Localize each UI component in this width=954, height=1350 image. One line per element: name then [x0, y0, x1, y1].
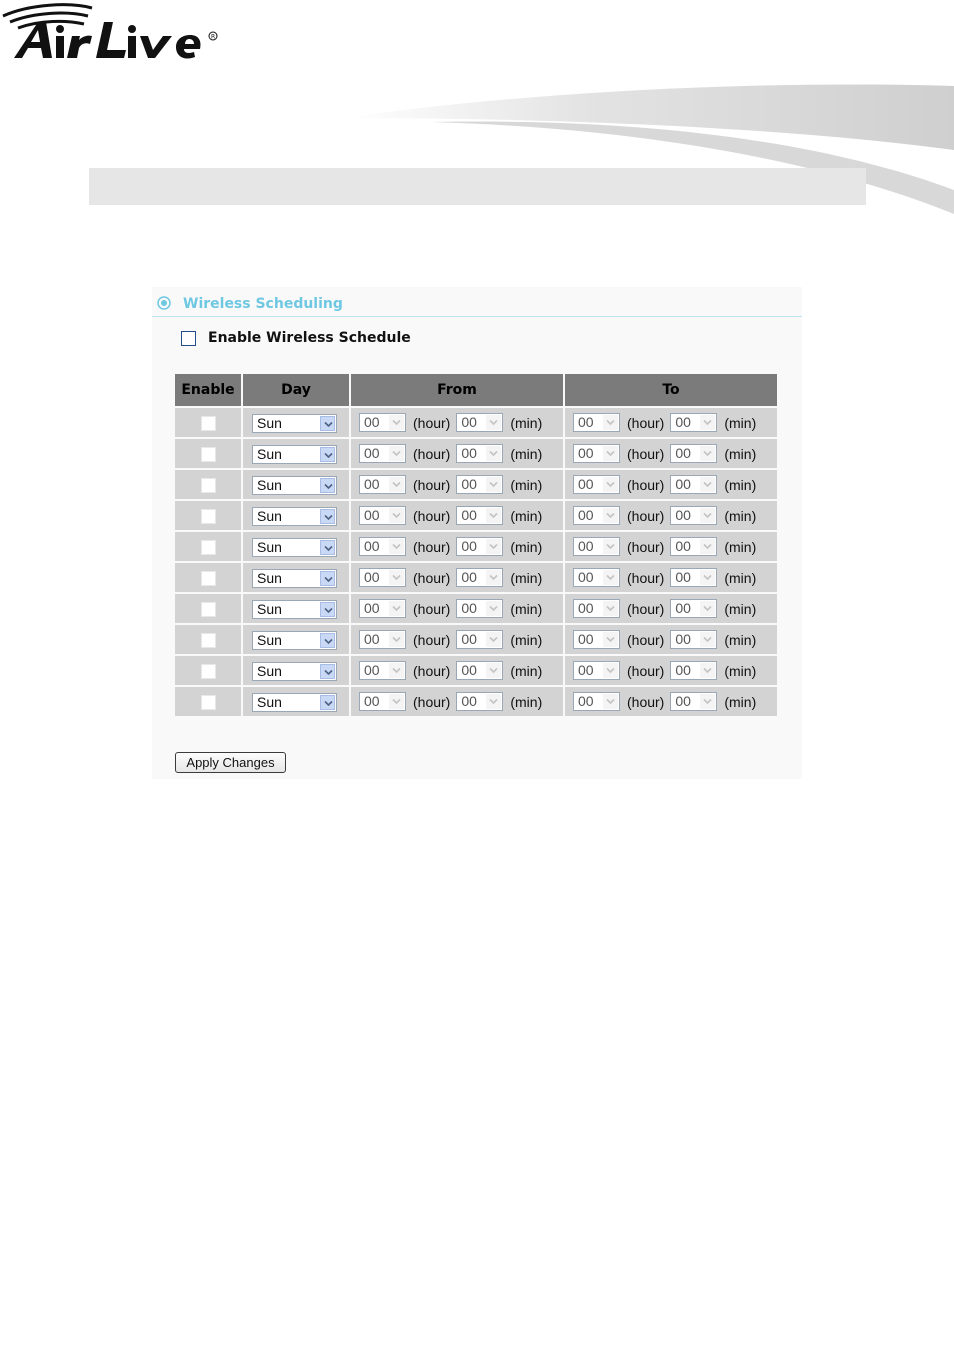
from-hour-value: 00	[364, 445, 380, 461]
min-unit-label: (min)	[510, 476, 543, 493]
from-hour-value: 00	[364, 507, 380, 523]
from-hour-select[interactable]	[359, 599, 406, 618]
chevron-down-icon[interactable]	[603, 539, 618, 554]
chevron-down-icon[interactable]	[700, 508, 715, 523]
min-unit-label: (min)	[724, 445, 757, 462]
hour-unit-label: (hour)	[627, 631, 665, 648]
target-bullet-icon	[157, 296, 171, 310]
from-min-select[interactable]	[456, 661, 503, 680]
chevron-down-icon[interactable]	[603, 663, 618, 678]
chevron-down-icon[interactable]	[700, 601, 715, 616]
hour-unit-label: (hour)	[413, 600, 451, 617]
day-select[interactable]	[252, 631, 337, 650]
to-cell	[565, 470, 777, 499]
chevron-down-icon[interactable]	[486, 601, 501, 616]
panel-title: Wireless Scheduling	[183, 296, 343, 312]
min-unit-label: (min)	[724, 538, 757, 555]
enable-cell	[175, 408, 241, 437]
to-min-select[interactable]	[670, 475, 717, 494]
from-min-value: 00	[461, 476, 477, 492]
to-hour-select[interactable]	[573, 568, 620, 587]
day-cell	[243, 625, 349, 654]
chevron-down-icon[interactable]	[700, 477, 715, 492]
from-min-value: 00	[461, 445, 477, 461]
to-min-select[interactable]	[670, 599, 717, 618]
table-row	[175, 656, 777, 685]
hour-unit-label: (hour)	[413, 631, 451, 648]
day-select-value: Sun	[257, 631, 282, 648]
row-enable-checkbox[interactable]	[201, 447, 216, 462]
header-enable: Enable	[175, 374, 241, 406]
chevron-down-icon[interactable]	[389, 570, 404, 585]
hour-unit-label: (hour)	[627, 569, 665, 586]
airlive-logo	[0, 0, 230, 70]
chevron-down-icon[interactable]	[486, 632, 501, 647]
day-cell	[243, 439, 349, 468]
day-select-value: Sun	[257, 414, 282, 431]
to-min-value: 00	[675, 476, 691, 492]
chevron-down-icon[interactable]	[320, 633, 335, 648]
from-cell	[351, 563, 563, 592]
chevron-down-icon[interactable]	[603, 570, 618, 585]
chevron-down-icon[interactable]	[603, 415, 618, 430]
to-cell	[565, 563, 777, 592]
from-hour-select[interactable]	[359, 475, 406, 494]
to-hour-value: 00	[578, 507, 594, 523]
title-divider	[152, 316, 802, 317]
min-unit-label: (min)	[510, 538, 543, 555]
chevron-down-icon[interactable]	[700, 663, 715, 678]
table-row	[175, 408, 777, 437]
from-min-value: 00	[461, 693, 477, 709]
to-min-value: 00	[675, 445, 691, 461]
chevron-down-icon[interactable]	[320, 602, 335, 617]
schedule-table	[173, 372, 779, 718]
hour-unit-label: (hour)	[413, 414, 451, 431]
day-cell	[243, 563, 349, 592]
day-select[interactable]	[252, 507, 337, 526]
enable-schedule-checkbox[interactable]	[181, 331, 196, 346]
to-min-value: 00	[675, 631, 691, 647]
row-enable-checkbox[interactable]	[201, 602, 216, 617]
from-hour-value: 00	[364, 693, 380, 709]
chevron-down-icon[interactable]	[389, 508, 404, 523]
enable-cell	[175, 470, 241, 499]
table-row	[175, 594, 777, 623]
chevron-down-icon[interactable]	[486, 539, 501, 554]
from-min-select[interactable]	[456, 630, 503, 649]
day-select[interactable]	[252, 445, 337, 464]
table-row	[175, 687, 777, 716]
row-enable-checkbox[interactable]	[201, 478, 216, 493]
from-cell	[351, 470, 563, 499]
apply-changes-button[interactable]: Apply Changes	[175, 752, 286, 773]
to-cell	[565, 594, 777, 623]
hour-unit-label: (hour)	[627, 445, 665, 462]
chevron-down-icon[interactable]	[389, 663, 404, 678]
chevron-down-icon[interactable]	[389, 694, 404, 709]
chevron-down-icon[interactable]	[389, 415, 404, 430]
enable-cell	[175, 501, 241, 530]
from-min-value: 00	[461, 662, 477, 678]
chevron-down-icon[interactable]	[486, 477, 501, 492]
hour-unit-label: (hour)	[627, 538, 665, 555]
day-select[interactable]	[252, 569, 337, 588]
to-min-select[interactable]	[670, 413, 717, 432]
to-hour-select[interactable]	[573, 661, 620, 680]
chevron-down-icon[interactable]	[389, 632, 404, 647]
header-band	[89, 168, 866, 205]
hour-unit-label: (hour)	[413, 693, 451, 710]
table-row	[175, 625, 777, 654]
day-select[interactable]	[252, 414, 337, 433]
from-min-value: 00	[461, 538, 477, 554]
day-select[interactable]	[252, 600, 337, 619]
from-cell	[351, 439, 563, 468]
svg-text:R: R	[211, 33, 216, 41]
to-cell	[565, 408, 777, 437]
chevron-down-icon[interactable]	[320, 571, 335, 586]
chevron-down-icon[interactable]	[320, 447, 335, 462]
to-cell	[565, 439, 777, 468]
to-min-value: 00	[675, 662, 691, 678]
to-cell	[565, 625, 777, 654]
day-select-value: Sun	[257, 600, 282, 617]
row-enable-checkbox[interactable]	[201, 540, 216, 555]
min-unit-label: (min)	[510, 693, 543, 710]
from-min-select[interactable]	[456, 444, 503, 463]
min-unit-label: (min)	[724, 476, 757, 493]
day-cell	[243, 408, 349, 437]
chevron-down-icon[interactable]	[700, 632, 715, 647]
enable-cell	[175, 594, 241, 623]
enable-cell	[175, 656, 241, 685]
from-hour-value: 00	[364, 569, 380, 585]
table-row	[175, 563, 777, 592]
chevron-down-icon[interactable]	[389, 446, 404, 461]
chevron-down-icon[interactable]	[700, 570, 715, 585]
row-enable-checkbox[interactable]	[201, 664, 216, 679]
chevron-down-icon[interactable]	[320, 664, 335, 679]
chevron-down-icon[interactable]	[389, 539, 404, 554]
from-hour-select[interactable]	[359, 630, 406, 649]
to-min-value: 00	[675, 569, 691, 585]
chevron-down-icon[interactable]	[320, 509, 335, 524]
table-row	[175, 470, 777, 499]
from-min-select[interactable]	[456, 537, 503, 556]
to-min-select[interactable]	[670, 444, 717, 463]
to-min-select[interactable]	[670, 692, 717, 711]
to-min-select[interactable]	[670, 630, 717, 649]
chevron-down-icon[interactable]	[320, 416, 335, 431]
hour-unit-label: (hour)	[627, 414, 665, 431]
to-hour-select[interactable]	[573, 630, 620, 649]
to-min-select[interactable]	[670, 661, 717, 680]
from-hour-value: 00	[364, 600, 380, 616]
from-cell	[351, 594, 563, 623]
to-hour-select[interactable]	[573, 444, 620, 463]
from-min-value: 00	[461, 631, 477, 647]
min-unit-label: (min)	[510, 569, 543, 586]
from-hour-value: 00	[364, 662, 380, 678]
table-row	[175, 439, 777, 468]
from-hour-select[interactable]	[359, 506, 406, 525]
from-cell	[351, 532, 563, 561]
chevron-down-icon[interactable]	[603, 477, 618, 492]
day-cell	[243, 594, 349, 623]
chevron-down-icon[interactable]	[486, 446, 501, 461]
chevron-down-icon[interactable]	[603, 446, 618, 461]
to-min-value: 00	[675, 507, 691, 523]
min-unit-label: (min)	[724, 662, 757, 679]
row-enable-checkbox[interactable]	[201, 416, 216, 431]
from-min-select[interactable]	[456, 475, 503, 494]
day-select[interactable]	[252, 662, 337, 681]
enable-cell	[175, 687, 241, 716]
chevron-down-icon[interactable]	[320, 695, 335, 710]
day-select-value: Sun	[257, 476, 282, 493]
hour-unit-label: (hour)	[413, 507, 451, 524]
to-hour-value: 00	[578, 600, 594, 616]
day-select-value: Sun	[257, 662, 282, 679]
chevron-down-icon[interactable]	[486, 508, 501, 523]
min-unit-label: (min)	[724, 600, 757, 617]
day-select-value: Sun	[257, 445, 282, 462]
chevron-down-icon[interactable]	[320, 540, 335, 555]
from-hour-select[interactable]	[359, 444, 406, 463]
min-unit-label: (min)	[724, 414, 757, 431]
min-unit-label: (min)	[510, 631, 543, 648]
panel-title-row	[152, 287, 802, 319]
to-hour-select[interactable]	[573, 506, 620, 525]
to-min-select[interactable]	[670, 568, 717, 587]
min-unit-label: (min)	[724, 569, 757, 586]
header-day: Day	[243, 374, 349, 406]
to-cell	[565, 687, 777, 716]
hour-unit-label: (hour)	[413, 538, 451, 555]
table-row	[175, 532, 777, 561]
to-cell	[565, 656, 777, 685]
day-cell	[243, 656, 349, 685]
chevron-down-icon[interactable]	[700, 446, 715, 461]
to-hour-select[interactable]	[573, 475, 620, 494]
from-min-value: 00	[461, 569, 477, 585]
enable-schedule-label: Enable Wireless Schedule	[208, 330, 411, 346]
to-hour-value: 00	[578, 476, 594, 492]
day-cell	[243, 501, 349, 530]
hour-unit-label: (hour)	[627, 600, 665, 617]
table-header-row	[175, 374, 777, 406]
to-min-value: 00	[675, 538, 691, 554]
min-unit-label: (min)	[510, 507, 543, 524]
from-hour-select[interactable]	[359, 661, 406, 680]
from-min-select[interactable]	[456, 692, 503, 711]
to-hour-value: 00	[578, 693, 594, 709]
from-min-select[interactable]	[456, 413, 503, 432]
from-hour-select[interactable]	[359, 537, 406, 556]
row-enable-checkbox[interactable]	[201, 695, 216, 710]
day-select-value: Sun	[257, 538, 282, 555]
hour-unit-label: (hour)	[627, 507, 665, 524]
to-hour-value: 00	[578, 569, 594, 585]
row-enable-checkbox[interactable]	[201, 509, 216, 524]
from-hour-select[interactable]	[359, 413, 406, 432]
table-row	[175, 501, 777, 530]
to-hour-value: 00	[578, 662, 594, 678]
min-unit-label: (min)	[510, 414, 543, 431]
chevron-down-icon[interactable]	[486, 415, 501, 430]
from-hour-select[interactable]	[359, 692, 406, 711]
day-cell	[243, 532, 349, 561]
hour-unit-label: (hour)	[413, 569, 451, 586]
day-select-value: Sun	[257, 693, 282, 710]
to-hour-select[interactable]	[573, 537, 620, 556]
day-select-value: Sun	[257, 569, 282, 586]
chevron-down-icon[interactable]	[486, 570, 501, 585]
to-min-value: 00	[675, 600, 691, 616]
from-min-select[interactable]	[456, 506, 503, 525]
min-unit-label: (min)	[724, 693, 757, 710]
to-cell	[565, 532, 777, 561]
chevron-down-icon[interactable]	[389, 601, 404, 616]
to-hour-value: 00	[578, 538, 594, 554]
chevron-down-icon[interactable]	[603, 601, 618, 616]
to-min-select[interactable]	[670, 506, 717, 525]
chevron-down-icon[interactable]	[320, 478, 335, 493]
min-unit-label: (min)	[724, 507, 757, 524]
from-cell	[351, 408, 563, 437]
min-unit-label: (min)	[510, 662, 543, 679]
chevron-down-icon[interactable]	[486, 663, 501, 678]
day-select[interactable]	[252, 538, 337, 557]
chevron-down-icon[interactable]	[603, 508, 618, 523]
day-select[interactable]	[252, 693, 337, 712]
day-cell	[243, 470, 349, 499]
hour-unit-label: (hour)	[627, 476, 665, 493]
chevron-down-icon[interactable]	[700, 539, 715, 554]
to-hour-value: 00	[578, 445, 594, 461]
chevron-down-icon[interactable]	[603, 694, 618, 709]
from-hour-value: 00	[364, 414, 380, 430]
from-cell	[351, 501, 563, 530]
from-min-value: 00	[461, 600, 477, 616]
from-hour-value: 00	[364, 476, 380, 492]
from-min-value: 00	[461, 507, 477, 523]
from-hour-value: 00	[364, 631, 380, 647]
to-min-value: 00	[675, 414, 691, 430]
hour-unit-label: (hour)	[627, 662, 665, 679]
to-cell	[565, 501, 777, 530]
chevron-down-icon[interactable]	[389, 477, 404, 492]
to-hour-value: 00	[578, 414, 594, 430]
day-cell	[243, 687, 349, 716]
min-unit-label: (min)	[510, 445, 543, 462]
hour-unit-label: (hour)	[413, 476, 451, 493]
hour-unit-label: (hour)	[627, 693, 665, 710]
to-hour-select[interactable]	[573, 599, 620, 618]
day-select-value: Sun	[257, 507, 282, 524]
from-hour-select[interactable]	[359, 568, 406, 587]
enable-cell	[175, 625, 241, 654]
chevron-down-icon[interactable]	[700, 694, 715, 709]
chevron-down-icon[interactable]	[486, 694, 501, 709]
to-hour-value: 00	[578, 631, 594, 647]
hour-unit-label: (hour)	[413, 445, 451, 462]
from-min-value: 00	[461, 414, 477, 430]
header-from: From	[351, 374, 563, 406]
min-unit-label: (min)	[724, 631, 757, 648]
from-cell	[351, 625, 563, 654]
row-enable-checkbox[interactable]	[201, 571, 216, 586]
enable-cell	[175, 532, 241, 561]
from-hour-value: 00	[364, 538, 380, 554]
row-enable-checkbox[interactable]	[201, 633, 216, 648]
page-header	[0, 0, 954, 215]
from-cell	[351, 687, 563, 716]
enable-cell	[175, 439, 241, 468]
from-cell	[351, 656, 563, 685]
to-min-value: 00	[675, 693, 691, 709]
min-unit-label: (min)	[510, 600, 543, 617]
to-hour-select[interactable]	[573, 692, 620, 711]
day-select[interactable]	[252, 476, 337, 495]
from-min-select[interactable]	[456, 568, 503, 587]
from-min-select[interactable]	[456, 599, 503, 618]
chevron-down-icon[interactable]	[603, 632, 618, 647]
header-to: To	[565, 374, 777, 406]
to-hour-select[interactable]	[573, 413, 620, 432]
to-min-select[interactable]	[670, 537, 717, 556]
wireless-scheduling-panel	[152, 287, 802, 779]
chevron-down-icon[interactable]	[700, 415, 715, 430]
enable-cell	[175, 563, 241, 592]
hour-unit-label: (hour)	[413, 662, 451, 679]
